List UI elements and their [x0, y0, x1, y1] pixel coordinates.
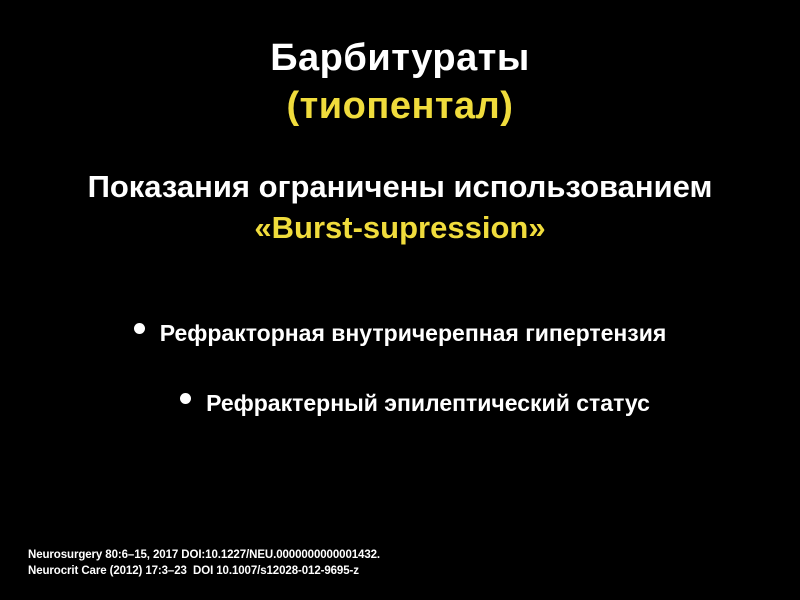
bullet-text: Рефракторная внутричерепная гипертензия [159, 320, 667, 346]
citation-line-1: Neurosurgery 80:6–15, 2017 DOI:10.1227/NEU.0000000000001432. [28, 549, 381, 561]
title-line-2: (тиопентал) [286, 85, 514, 127]
bullet-dot-icon [134, 323, 145, 334]
subtitle-line-1: Показания ограничены использованием [87, 169, 713, 204]
citation-footer [28, 547, 380, 579]
bullet-item [0, 318, 800, 348]
slide-title [0, 34, 800, 130]
slide-subtitle [0, 166, 800, 248]
bullet-dot-icon [180, 393, 191, 404]
subtitle-line-2: «Burst-supression» [254, 210, 546, 245]
bullet-text: Рефрактерный эпилептический статус [206, 390, 650, 416]
title-line-1: Барбитураты [270, 37, 530, 79]
bullet-list [0, 318, 800, 458]
citation-line-2: Neurocrit Care (2012) 17:3–23 DOI 10.1007/s12028-012-9695-z [28, 565, 359, 577]
bullet-item [0, 388, 800, 418]
